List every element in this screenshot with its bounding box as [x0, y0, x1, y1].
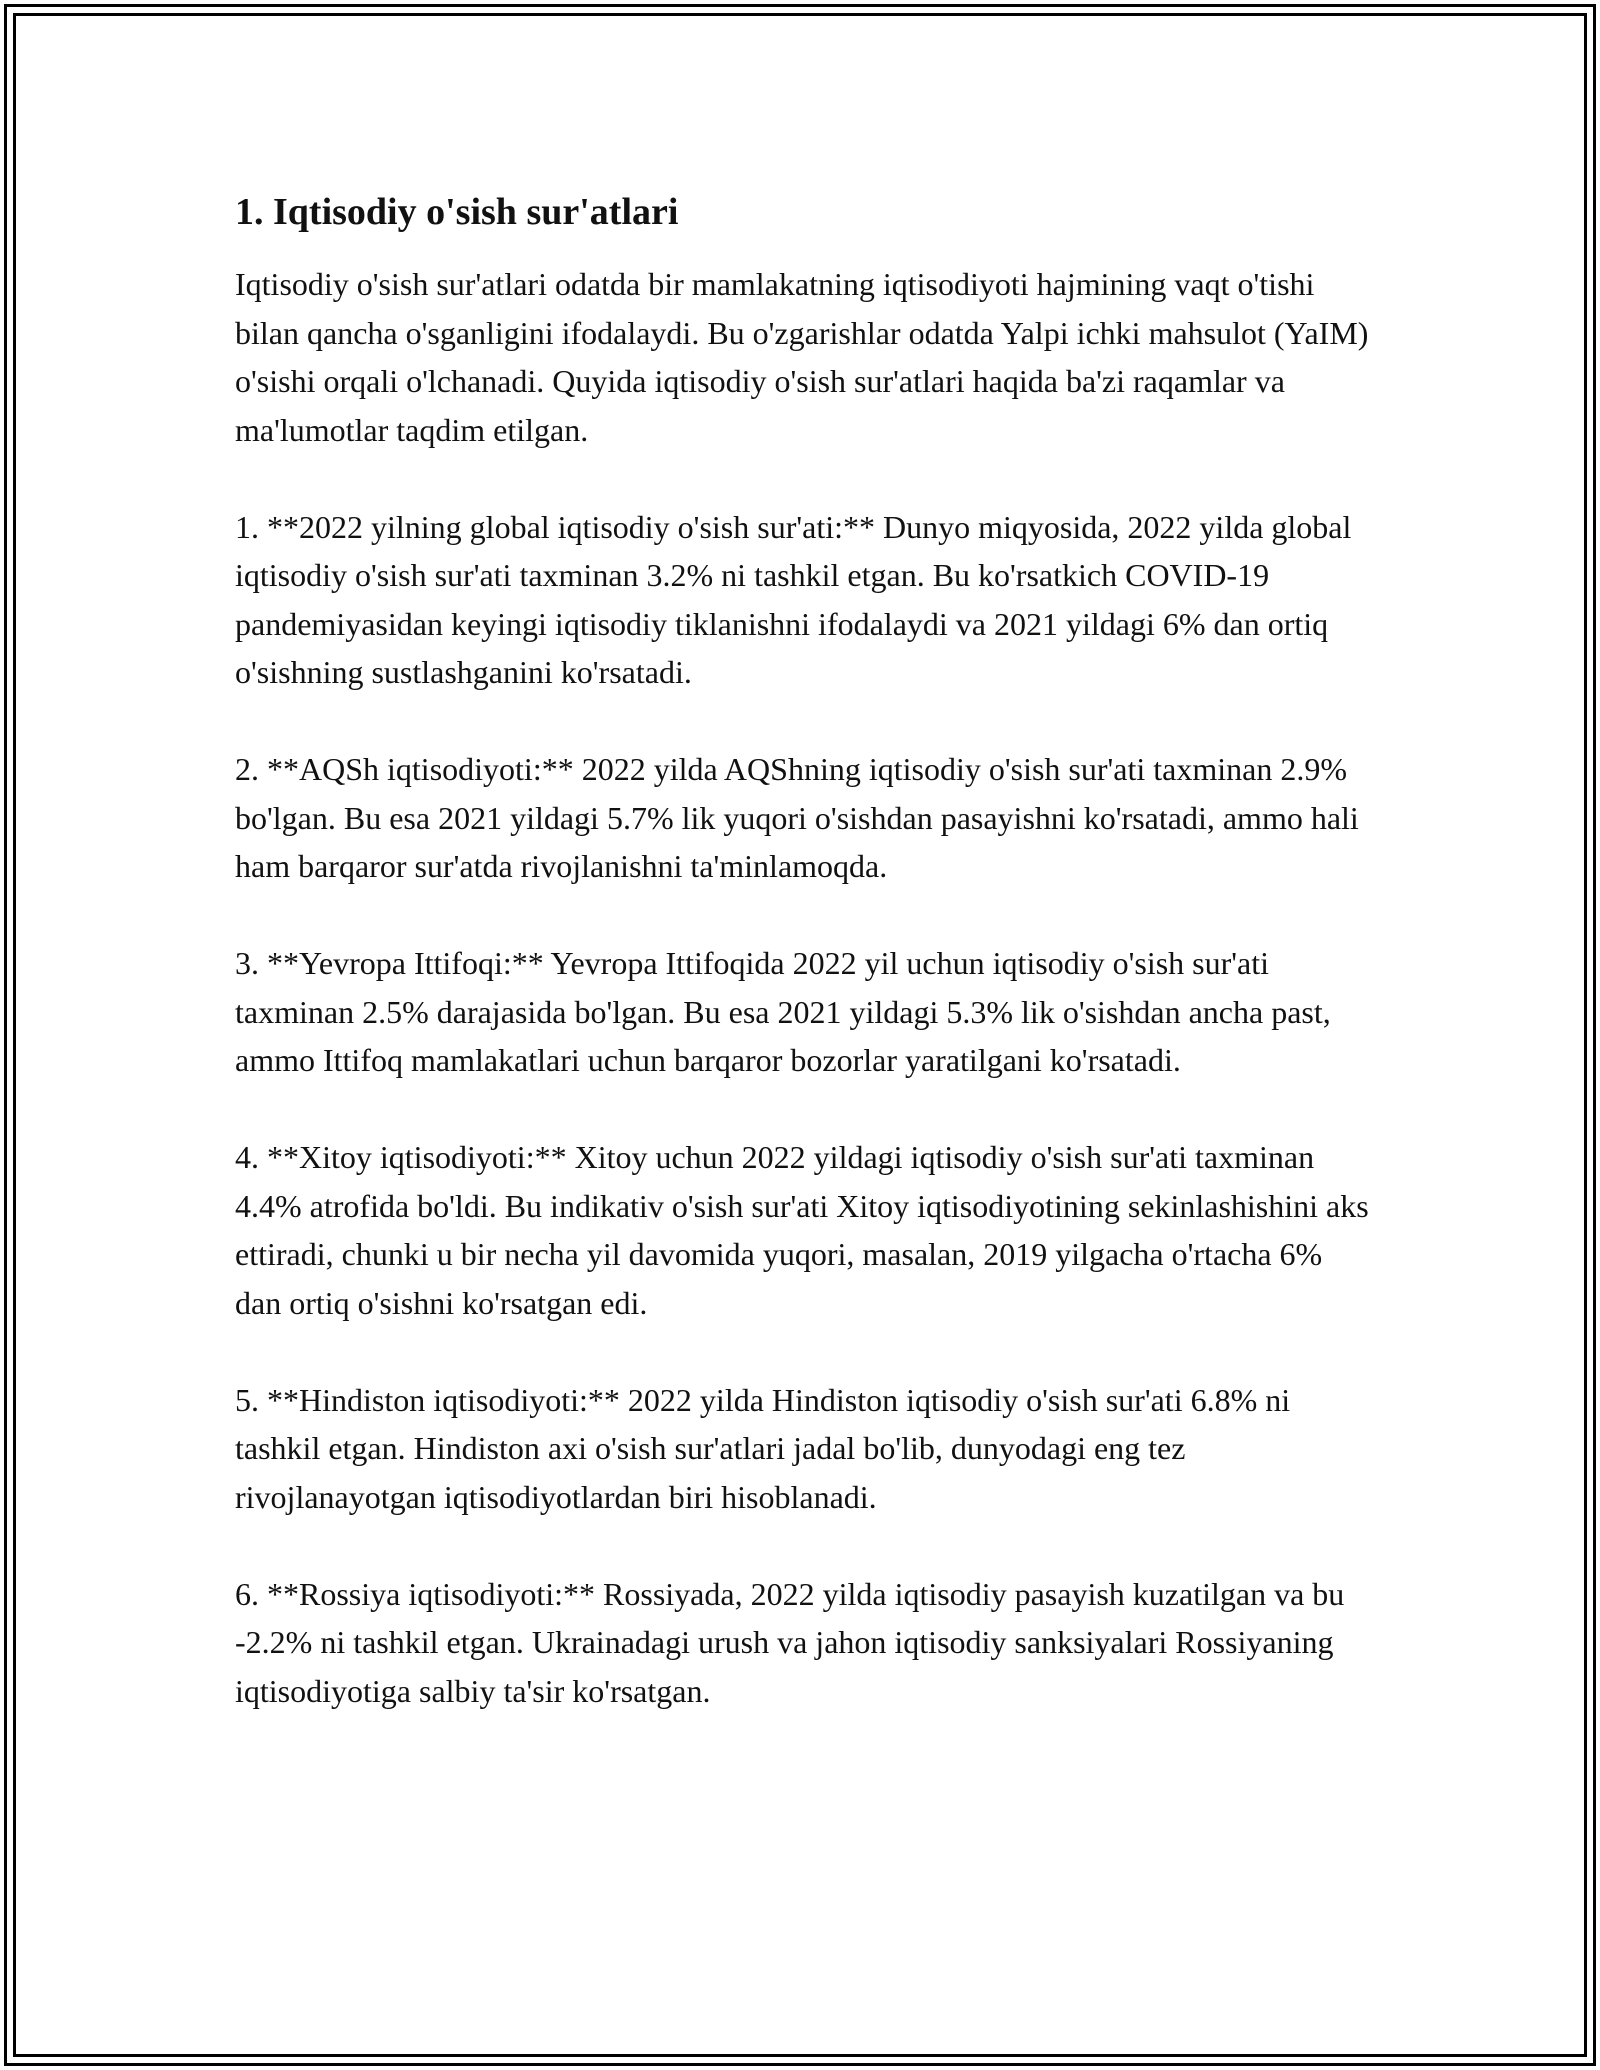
list-item-usa: 2. **AQSh iqtisodiyoti:** 2022 yilda AQShning iqtisodiy o'sish sur'ati taxminan 2.9% bo'lgan. Bu esa 2021 yildagi 5.7% lik yuqori o'sishdan pasayishni ko'rsatadi, ammo hali ham barqaror sur'atda rivojlanishni ta'minlamoqda.: [235, 751, 1359, 884]
list-item-china: 4. **Xitoy iqtisodiyoti:** Xitoy uchun 2022 yildagi iqtisodiy o'sish sur'ati taxminan 4.4% atrofida bo'ldi. Bu indikativ o'sish sur'ati Xitoy iqtisodiyotining sekinlashishini aks ettiradi, chunki u bir necha yil davomida yuqori, masalan, 2019 yilgacha o'rtacha 6% dan ortiq o'sishni ko'rsatgan edi.: [235, 1139, 1369, 1321]
list-item-eu: 3. **Yevropa Ittifoqi:** Yevropa Ittifoqida 2022 yil uchun iqtisodiy o'sish sur'ati taxminan 2.5% darajasida bo'lgan. Bu esa 2021 yildagi 5.3% lik o'sishdan ancha past, ammo Ittifoq mamlakatlari uchun barqaror bozorlar yaratilgani ko'rsatadi.: [235, 945, 1331, 1078]
list-item-india: 5. **Hindiston iqtisodiyoti:** 2022 yilda Hindiston iqtisodiy o'sish sur'ati 6.8% ni tashkil etgan. Hindiston axi o'sish sur'atlari jadal bo'lib, dunyodagi eng tez rivojlanayotgan iqtisodiyotlardan biri hisoblanadi.: [235, 1381, 1291, 1515]
section-title: 1. Iqtisodiy o'sish sur'atlari: [235, 191, 679, 233]
document-body: [235, 188, 1375, 1715]
intro-paragraph: Iqtisodiy o'sish sur'atlari odatda bir mamlakatning iqtisodiyoti hajmining vaqt o'tishi bilan qancha o'sganligini ifodalaydi. Bu o'zgarishlar odatda Yalpi ichki mahsulot (YaIM) o'sishi orqali o'lchanadi. Quyida iqtisodiy o'sish sur'atlari haqida ba'zi raqamlar va ma'lumotlar taqdim etilgan.: [235, 266, 1369, 448]
list-item-russia: 6. **Rossiya iqtisodiyoti:** Rossiyada, 2022 yilda iqtisodiy pasayish kuzatilgan va bu -2.2% ni tashkil etgan. Ukrainadagi urush va jahon iqtisodiy sanksiyalari Rossiyaning iqtisodiyotiga salbiy ta'sir ko'rsatgan.: [235, 1575, 1345, 1709]
list-item-global: 1. **2022 yilning global iqtisodiy o'sish sur'ati:** Dunyo miqyosida, 2022 yilda global iqtisodiy o'sish sur'ati taxminan 3.2% ni tashkil etgan. Bu ko'rsatkich COVID-19 pandemiyasidan keyingi iqtisodiy tiklanishni ifodalaydi va 2021 yildagi 6% dan ortiq o'sishning sustlashganini ko'rsatadi.: [235, 508, 1352, 690]
